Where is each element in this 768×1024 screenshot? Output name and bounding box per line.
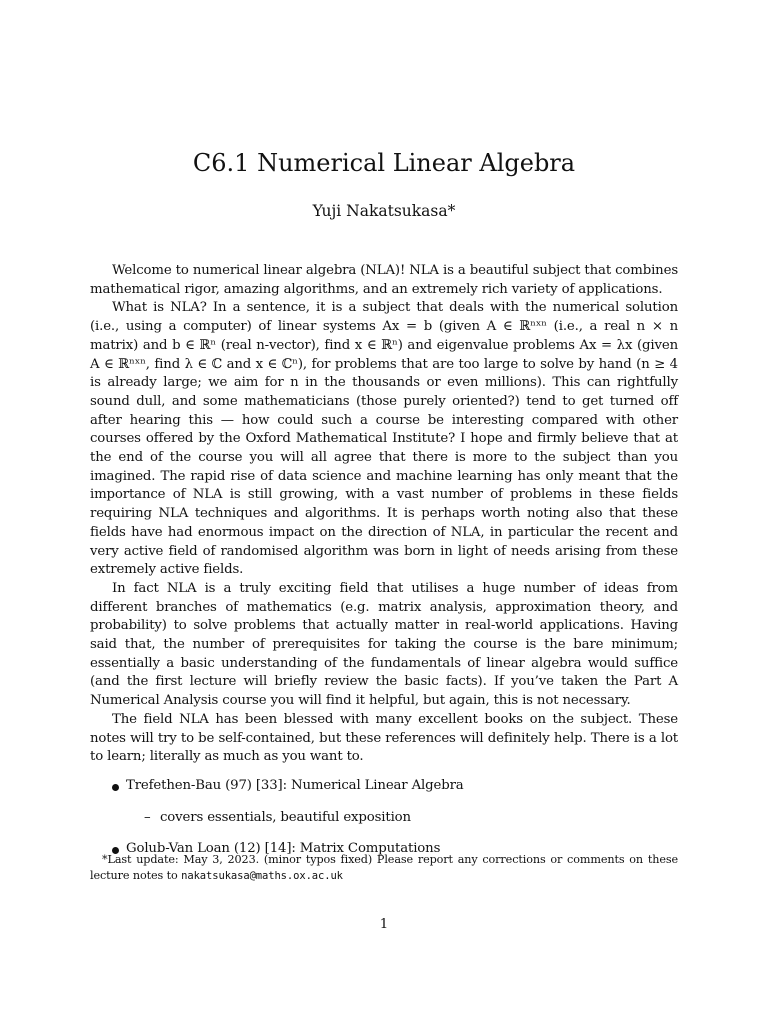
list-subitem	[90, 809, 678, 828]
paragraph-books: The field NLA has been blessed with many excellent books on the subject. These notes will try to be self-contained, but these references will definitely help. There is a lot to learn; literally as much as you want to.	[90, 711, 678, 765]
reference-text: Golub-Van Loan (12) [14]: Matrix Computations	[126, 841, 441, 857]
dash-icon: –	[144, 809, 151, 825]
reference-subtext: covers essentials, beautiful exposition	[160, 809, 411, 825]
paragraph-what-is-nla: What is NLA? In a sentence, it is a subject that deals with the numerical solution (i.e., using a computer) of linear systems Ax = b (given A ∈ ℝⁿˣⁿ (i.e., a real n × n matrix) and b ∈ ℝⁿ (real n-vector), find x ∈ ℝⁿ) and eigenvalue problems Ax = λx (given A ∈ ℝⁿˣⁿ, find λ ∈ ℂ and x ∈ ℂⁿ), for problems that are too large to solve by hand (n ≥ 4 is already large; we aim for n in the thousands or even millions). This can rightfully sound dull, and some mathematicians (those purely oriented?) tend to get turned off after hearing this — how could such a course be interesting compared with other courses offered by the Oxford Mathematical Institute? I hope and firmly believe that at the end of the course you will all agree that there is more to the subject than you imagined. The rapid rise of data science and machine learning has only meant that the importance of NLA is still growing, with a vast number of problems in these fields requiring NLA techniques and algorithms. It is perhaps worth noting also that these fields have had enormous impact on the direction of NLA, in particular the recent and very active field of randomised algorithm was born in light of needs arising from these extremely active fields.	[90, 300, 678, 578]
bullet-icon	[112, 784, 119, 791]
page-number: 1	[379, 917, 389, 932]
paragraph-intro: Welcome to numerical linear algebra (NLA)! NLA is a beautiful subject that combines mathematical rigor, amazing algorithms, and an extremely rich variety of applications.	[90, 263, 678, 297]
reference-list	[90, 777, 678, 859]
author-name: Yuji Nakatsukasa*	[312, 202, 456, 220]
paragraph-exciting-field: In fact NLA is a truly exciting field that utilises a huge number of ideas from different branches of mathematics (e.g. matrix analysis, approximation theory, and probability) to solve problems that actually matter in real-world applications. Having said that, the number of prerequisites for taking the course is the bare minimum; essentially a basic understanding of the fundamentals of linear algebra would suffice (and the first lecture will briefly review the basic facts). If you’ve taken the Part A Numerical Analysis course you will find it helpful, but again, this is not necessary.	[90, 580, 678, 709]
footnote-text: *Last update: May 3, 2023. (minor typos fixed) Please report any corrections or comments on these lecture notes to	[90, 853, 678, 882]
footnote-email[interactable]: nakatsukasa@maths.ox.ac.uk	[181, 870, 343, 882]
reference-text: Trefethen-Bau (97) [33]: Numerical Linear Algebra	[126, 777, 464, 793]
list-item	[90, 777, 678, 796]
document-body	[90, 262, 678, 872]
footnote	[90, 852, 678, 884]
page-title: C6.1 Numerical Linear Algebra	[192, 149, 576, 177]
